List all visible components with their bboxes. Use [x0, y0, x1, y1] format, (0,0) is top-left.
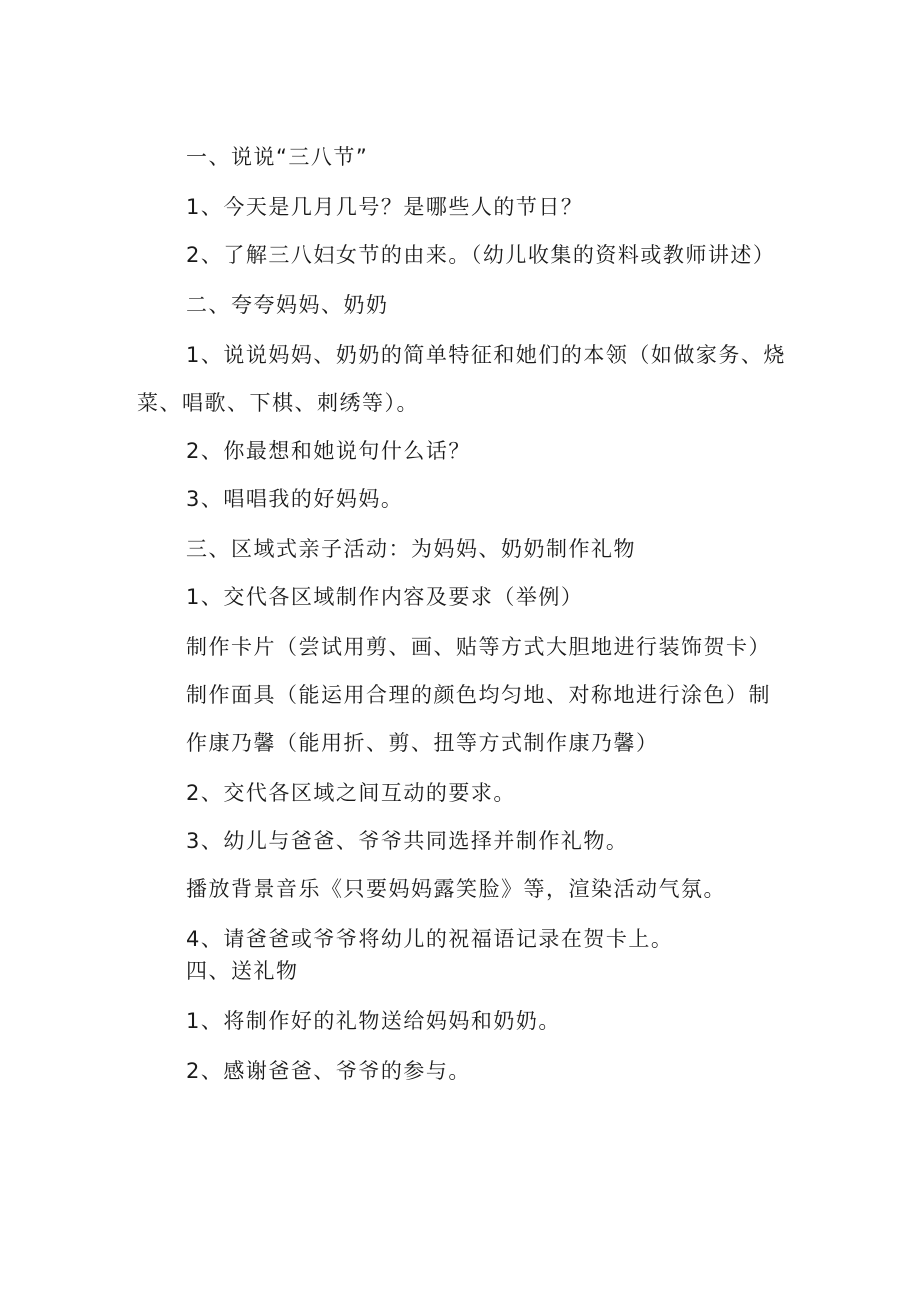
paragraph-line: 2、交代各区域之间互动的要求。: [186, 781, 516, 805]
paragraph-line: 3、幼儿与爸爸、爷爷共同选择并制作礼物。: [186, 829, 629, 853]
section-heading-2: 二、夸夸妈妈、奶奶: [186, 293, 389, 317]
section-heading-1: 一、说说“三八节”: [186, 145, 369, 169]
section-heading-4: 四、送礼物: [186, 959, 299, 983]
paragraph-line: 1、今天是几月几号？是哪些人的节日？: [186, 195, 584, 219]
paragraph-line: 制作卡片（尝试用剪、画、贴等方式大胆地进行装饰贺卡）: [186, 635, 771, 659]
paragraph-line: 制作面具（能运用合理的颜色均匀地、对称地进行涂色）制: [186, 683, 771, 707]
paragraph-line: 1、将制作好的礼物送给妈妈和奶奶。: [186, 1009, 561, 1033]
paragraph-line: 2、感谢爸爸、爷爷的参与。: [186, 1059, 471, 1083]
paragraph-line: 3、唱唱我的好妈妈。: [186, 487, 404, 511]
paragraph-line: 4、请爸爸或爷爷将幼儿的祝福语记录在贺卡上。: [186, 927, 674, 951]
paragraph-line: 2、了解三八妇女节的由来。（幼儿收集的资料或教师讲述）: [186, 243, 776, 267]
paragraph-line: 1、说说妈妈、奶奶的简单特征和她们的本领（如做家务、烧: [186, 343, 786, 367]
paragraph-line: 播放背景音乐《只要妈妈露笑脸》等，渲染活动气氛。: [186, 877, 726, 901]
paragraph-line: 作康乃馨（能用折、剪、扭等方式制作康乃馨）: [186, 731, 659, 755]
paragraph-line: 1、交代各区域制作内容及要求（举例）: [186, 585, 584, 609]
paragraph-line: 菜、唱歌、下棋、刺绣等）。: [137, 391, 419, 415]
section-heading-3: 三、区域式亲子活动：为妈妈、奶奶制作礼物: [186, 537, 636, 561]
paragraph-line: 2、你最想和她说句什么话？: [186, 439, 471, 463]
